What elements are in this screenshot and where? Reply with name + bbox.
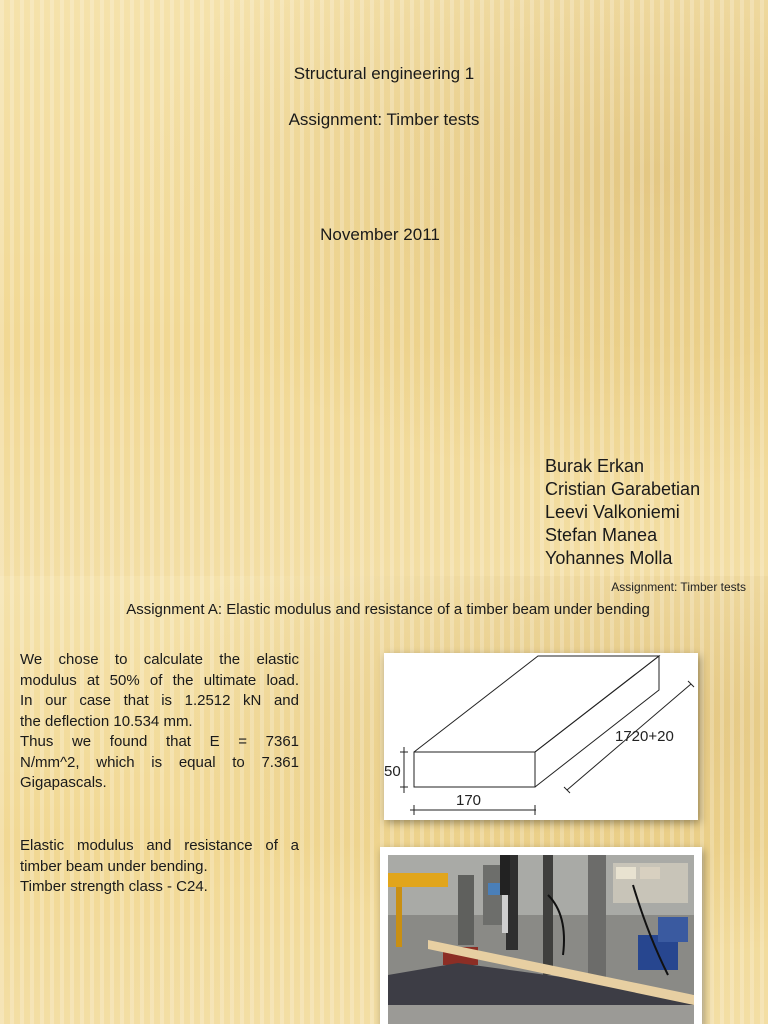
text-line: Gigapascals. — [20, 774, 107, 791]
content-slide — [0, 576, 768, 1024]
text-line: N/mm^2, which is equal to 7.361 — [20, 753, 299, 771]
height-label: 50 — [384, 763, 401, 780]
slide-title: Assignment A: Elastic modulus and resistance of a timber beam under bending — [126, 601, 650, 618]
text-line: Thus we found that E = 7361 — [20, 733, 299, 750]
length-label: 1720+20 — [615, 728, 674, 745]
text-line: the deflection 10.534 mm. — [20, 712, 193, 730]
course-title: Structural engineering 1 — [293, 64, 475, 83]
text-line: Elastic modulus and resistance of a — [20, 837, 299, 854]
author-name: Cristian Garabetian — [545, 479, 701, 499]
author-name: Yohannes Molla — [545, 548, 673, 568]
author-name: Stefan Manea — [545, 525, 658, 545]
presentation-date: November 2011 — [320, 225, 440, 244]
test-photo — [380, 847, 702, 1024]
text-line: modulus at 50% of the ultimate load. — [20, 671, 299, 689]
description-paragraph — [20, 836, 299, 898]
text-line: We chose to calculate the elastic — [20, 651, 299, 668]
assignment-title: Assignment: Timber tests — [288, 110, 480, 129]
text-line: timber beam under bending. — [20, 857, 208, 875]
author-name: Leevi Valkoniemi — [545, 502, 680, 522]
author-list — [545, 455, 700, 570]
test-rig-photo — [388, 855, 694, 1024]
author-name: Burak Erkan — [545, 456, 645, 476]
text-line: Timber strength class - C24. — [20, 878, 208, 895]
width-label: 170 — [456, 792, 482, 809]
slide-header: Assignment: Timber tests — [611, 580, 746, 594]
beam-diagram — [384, 653, 698, 820]
text-line: In our case that is 1.2512 kN and — [20, 692, 299, 709]
results-paragraph — [20, 650, 299, 794]
beam-drawing — [384, 653, 698, 820]
